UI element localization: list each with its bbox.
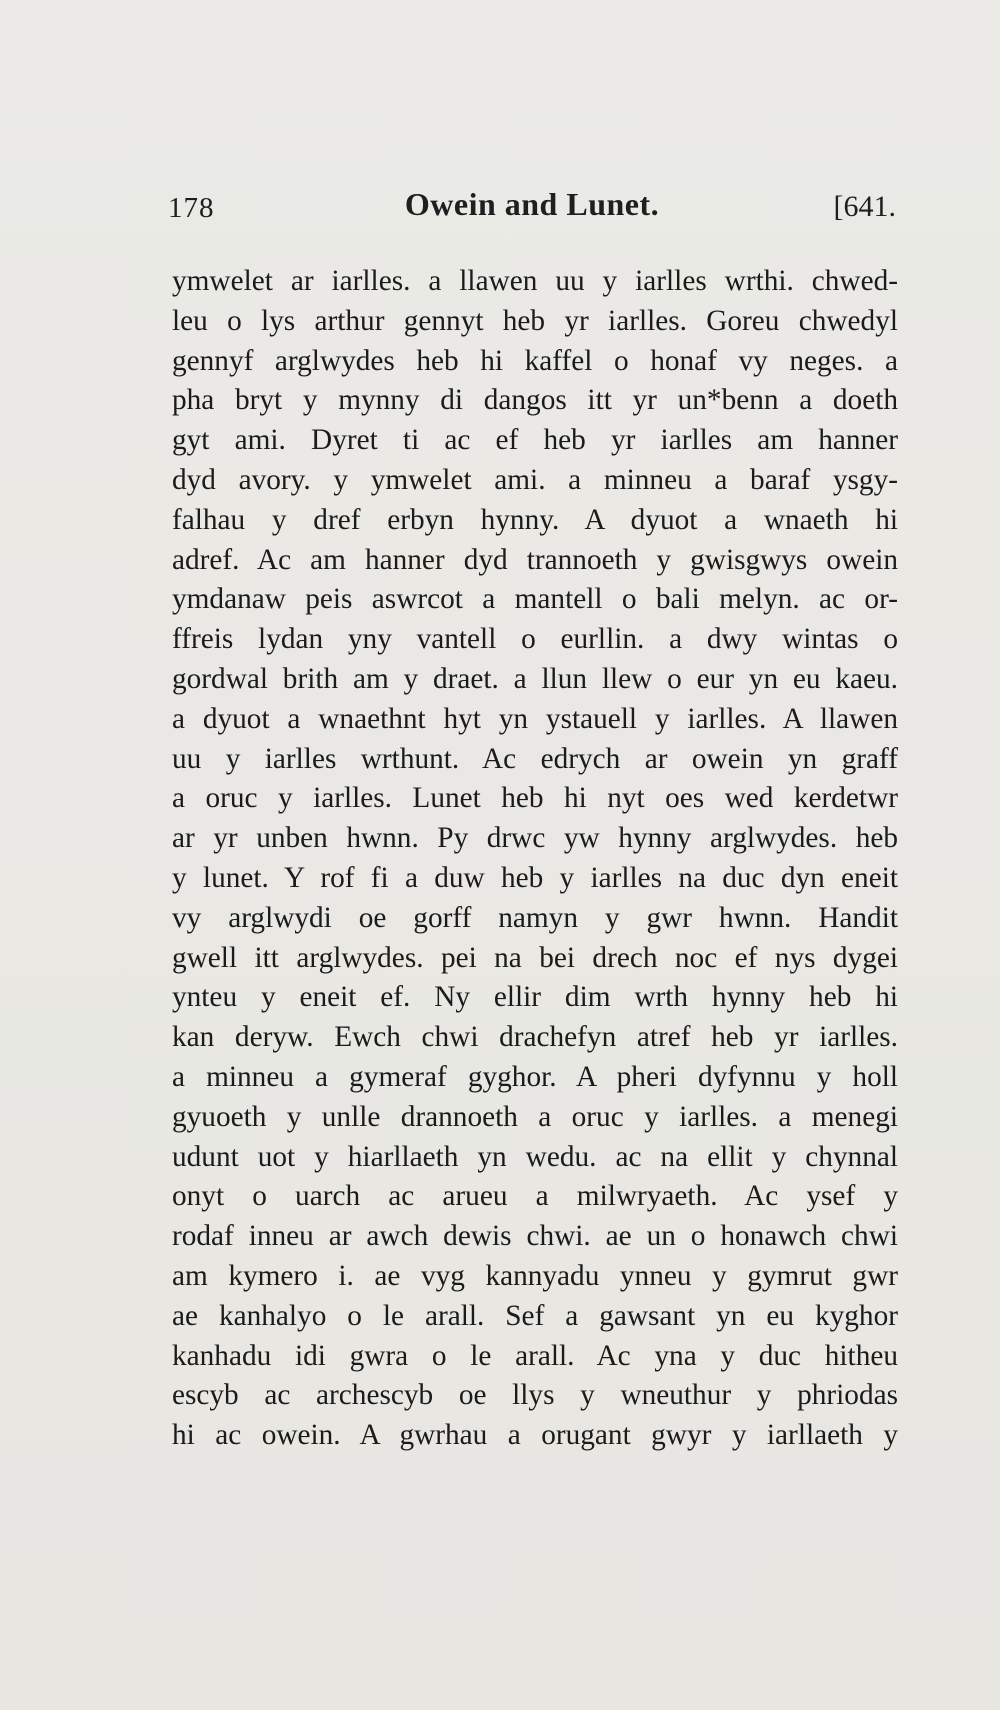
text-line: am kymero i. ae vyg kannyadu ynneu y gymrut gwr [172, 1259, 898, 1292]
text-line: y lunet. Y rof fi a duw heb y iarlles na duc dyn eneit [172, 861, 898, 894]
text-line: a minneu a gymeraf gyghor. A pheri dyfynnu y holl [172, 1060, 898, 1093]
body-text [172, 262, 898, 1456]
text-line: kanhadu idi gwra o le arall. Ac yna y duc hitheu [172, 1339, 898, 1372]
text-line: a oruc y iarlles. Lunet heb hi nyt oes wed kerdetwr [172, 782, 898, 815]
text-line: leu o lys arthur gennyt heb yr iarlles. Goreu chwedyl [172, 304, 898, 337]
text-line: kan deryw. Ewch chwi drachefyn atref heb yr iarlles. [172, 1021, 898, 1054]
text-line: rodaf inneu ar awch dewis chwi. ae un o honawch chwi [172, 1220, 898, 1253]
page-header [168, 186, 896, 234]
text-line: adref. Ac am hanner dyd trannoeth y gwisgwys owein [172, 543, 898, 576]
text-line: gwell itt arglwydes. pei na bei drech noc ef nys dygei [172, 941, 898, 974]
text-line: ffreis lydan yny vantell o eurllin. a dwy wintas o [172, 623, 898, 656]
text-line: udunt uot y hiarllaeth yn wedu. ac na ellit y chynnal [172, 1140, 898, 1173]
text-line: hi ac owein. A gwrhau a orugant gwyr y iarllaeth y [172, 1419, 898, 1452]
text-line: falhau y dref erbyn hynny. A dyuot a wnaeth hi [172, 503, 898, 536]
text-line: gyuoeth y unlle drannoeth a oruc y iarlles. a menegi [172, 1100, 898, 1133]
text-line: ae kanhalyo o le arall. Sef a gawsant yn eu kyghor [172, 1299, 898, 1332]
text-line: uu y iarlles wrthunt. Ac edrych ar owein yn graff [172, 742, 898, 775]
text-line: ymdanaw peis aswrcot a mantell o bali melyn. ac or- [172, 583, 898, 616]
text-line: a dyuot a wnaethnt hyt yn ystauell y iarlles. A llawen [172, 702, 898, 735]
text-line: ymwelet ar iarlles. a llawen uu y iarlles wrthi. chwed- [172, 265, 898, 297]
text-line: ynteu y eneit ef. Ny ellir dim wrth hynny heb hi [172, 981, 898, 1014]
text-line: onyt o uarch ac arueu a milwryaeth. Ac ysef y [172, 1180, 898, 1213]
text-line: gennyf arglwydes heb hi kaffel o honaf vy neges. a [172, 344, 898, 377]
page-number: 178 [168, 192, 215, 224]
text-line: escyb ac archescyb oe llys y wneuthur y phriodas [172, 1379, 898, 1412]
text-line: gordwal brith am y draet. a llun llew o eur yn eu kaeu. [172, 662, 898, 695]
folio-reference: [641. [833, 190, 896, 223]
text-line: ar yr unben hwnn. Py drwc yw hynny arglwydes. heb [172, 822, 898, 855]
text-line: vy arglwydi oe gorff namyn y gwr hwnn. Handit [172, 901, 898, 934]
text-line: gyt ami. Dyret ti ac ef heb yr iarlles am hanner [172, 424, 898, 457]
running-title: Owein and Lunet. [404, 186, 660, 222]
text-line: pha bryt y mynny di dangos itt yr un*benn a doeth [172, 384, 898, 417]
text-line: dyd avory. y ymwelet ami. a minneu a baraf ysgy- [172, 463, 898, 496]
